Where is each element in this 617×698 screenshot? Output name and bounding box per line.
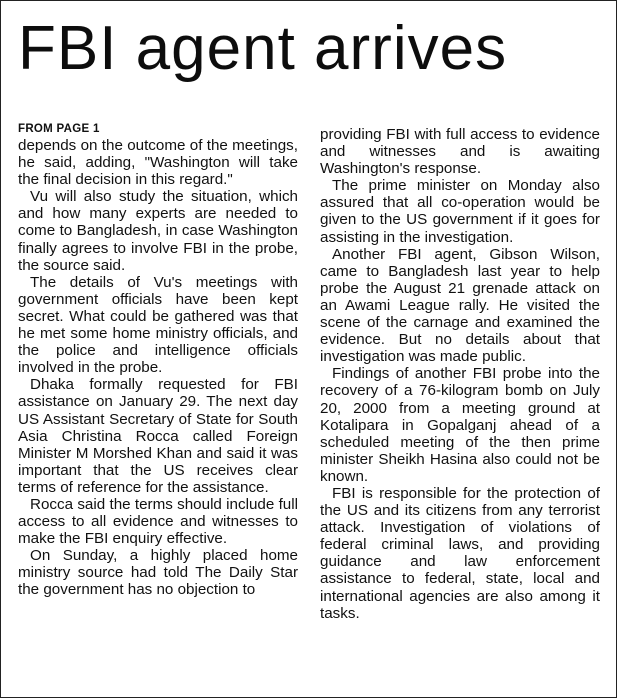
paragraph: The details of Vu's meetings with government officials have been kept secret. What could be gathered was that he met some home ministry officials, and the police and intelligence officials involved in the probe. xyxy=(18,273,298,377)
paragraph: Another FBI agent, Gibson Wilson, came to Bangladesh last year to help probe the August 21 grenade attack on an Awami League rally. He visited the scene of the carnage and examined the evidence. But no details about that investigation was made public. xyxy=(320,245,600,366)
right-column xyxy=(320,126,600,622)
paragraph: providing FBI with full access to evidence and witnesses and is awaiting Washington's response. xyxy=(320,126,600,178)
left-column xyxy=(18,123,298,599)
paragraph: Vu will also study the situation, which and how many experts are needed to come to Bangladesh, in case Washington finally agrees to involve FBI in the probe, the source said. xyxy=(18,188,298,274)
paragraph: The prime minister on Monday also assured that all co-operation would be given to the US government if it goes for assisting in the investigation. xyxy=(320,177,600,246)
paragraph: FBI is responsible for the protection of the US and its citizens from any terrorist attack. Investigation of violations of federal criminal laws, and providing guidance and law enforcement assistance to federal, state, local and international agencies are also among it tasks. xyxy=(320,484,600,622)
paragraph: Rocca said the terms should include full access to all evidence and witnesses to make the FBI enquiry effective. xyxy=(18,495,298,548)
paragraph: depends on the outcome of the meetings, he said, adding, "Washington will take the final decision in this regard." xyxy=(18,137,298,189)
paragraph: Dhaka formally requested for FBI assistance on January 29. The next day US Assistant Secretary of State for South Asia Christina Rocca called Foreign Minister M Morshed Khan and said it was important that the US receives clear terms of reference for the assistance. xyxy=(18,376,298,496)
paragraph: On Sunday, a highly placed home ministry source had told The Daily Star the government has no objection to xyxy=(18,547,298,599)
jump-line: FROM PAGE 1 xyxy=(18,123,100,135)
paragraph: Findings of another FBI probe into the recovery of a 76-kilogram bomb on July 20, 2000 from a meeting ground at Kotalipara in Gopalganj ahead of a scheduled meeting of the then prime minister Sheikh Hasina also could not be known. xyxy=(320,365,600,485)
headline: FBI agent arrives xyxy=(18,14,508,83)
